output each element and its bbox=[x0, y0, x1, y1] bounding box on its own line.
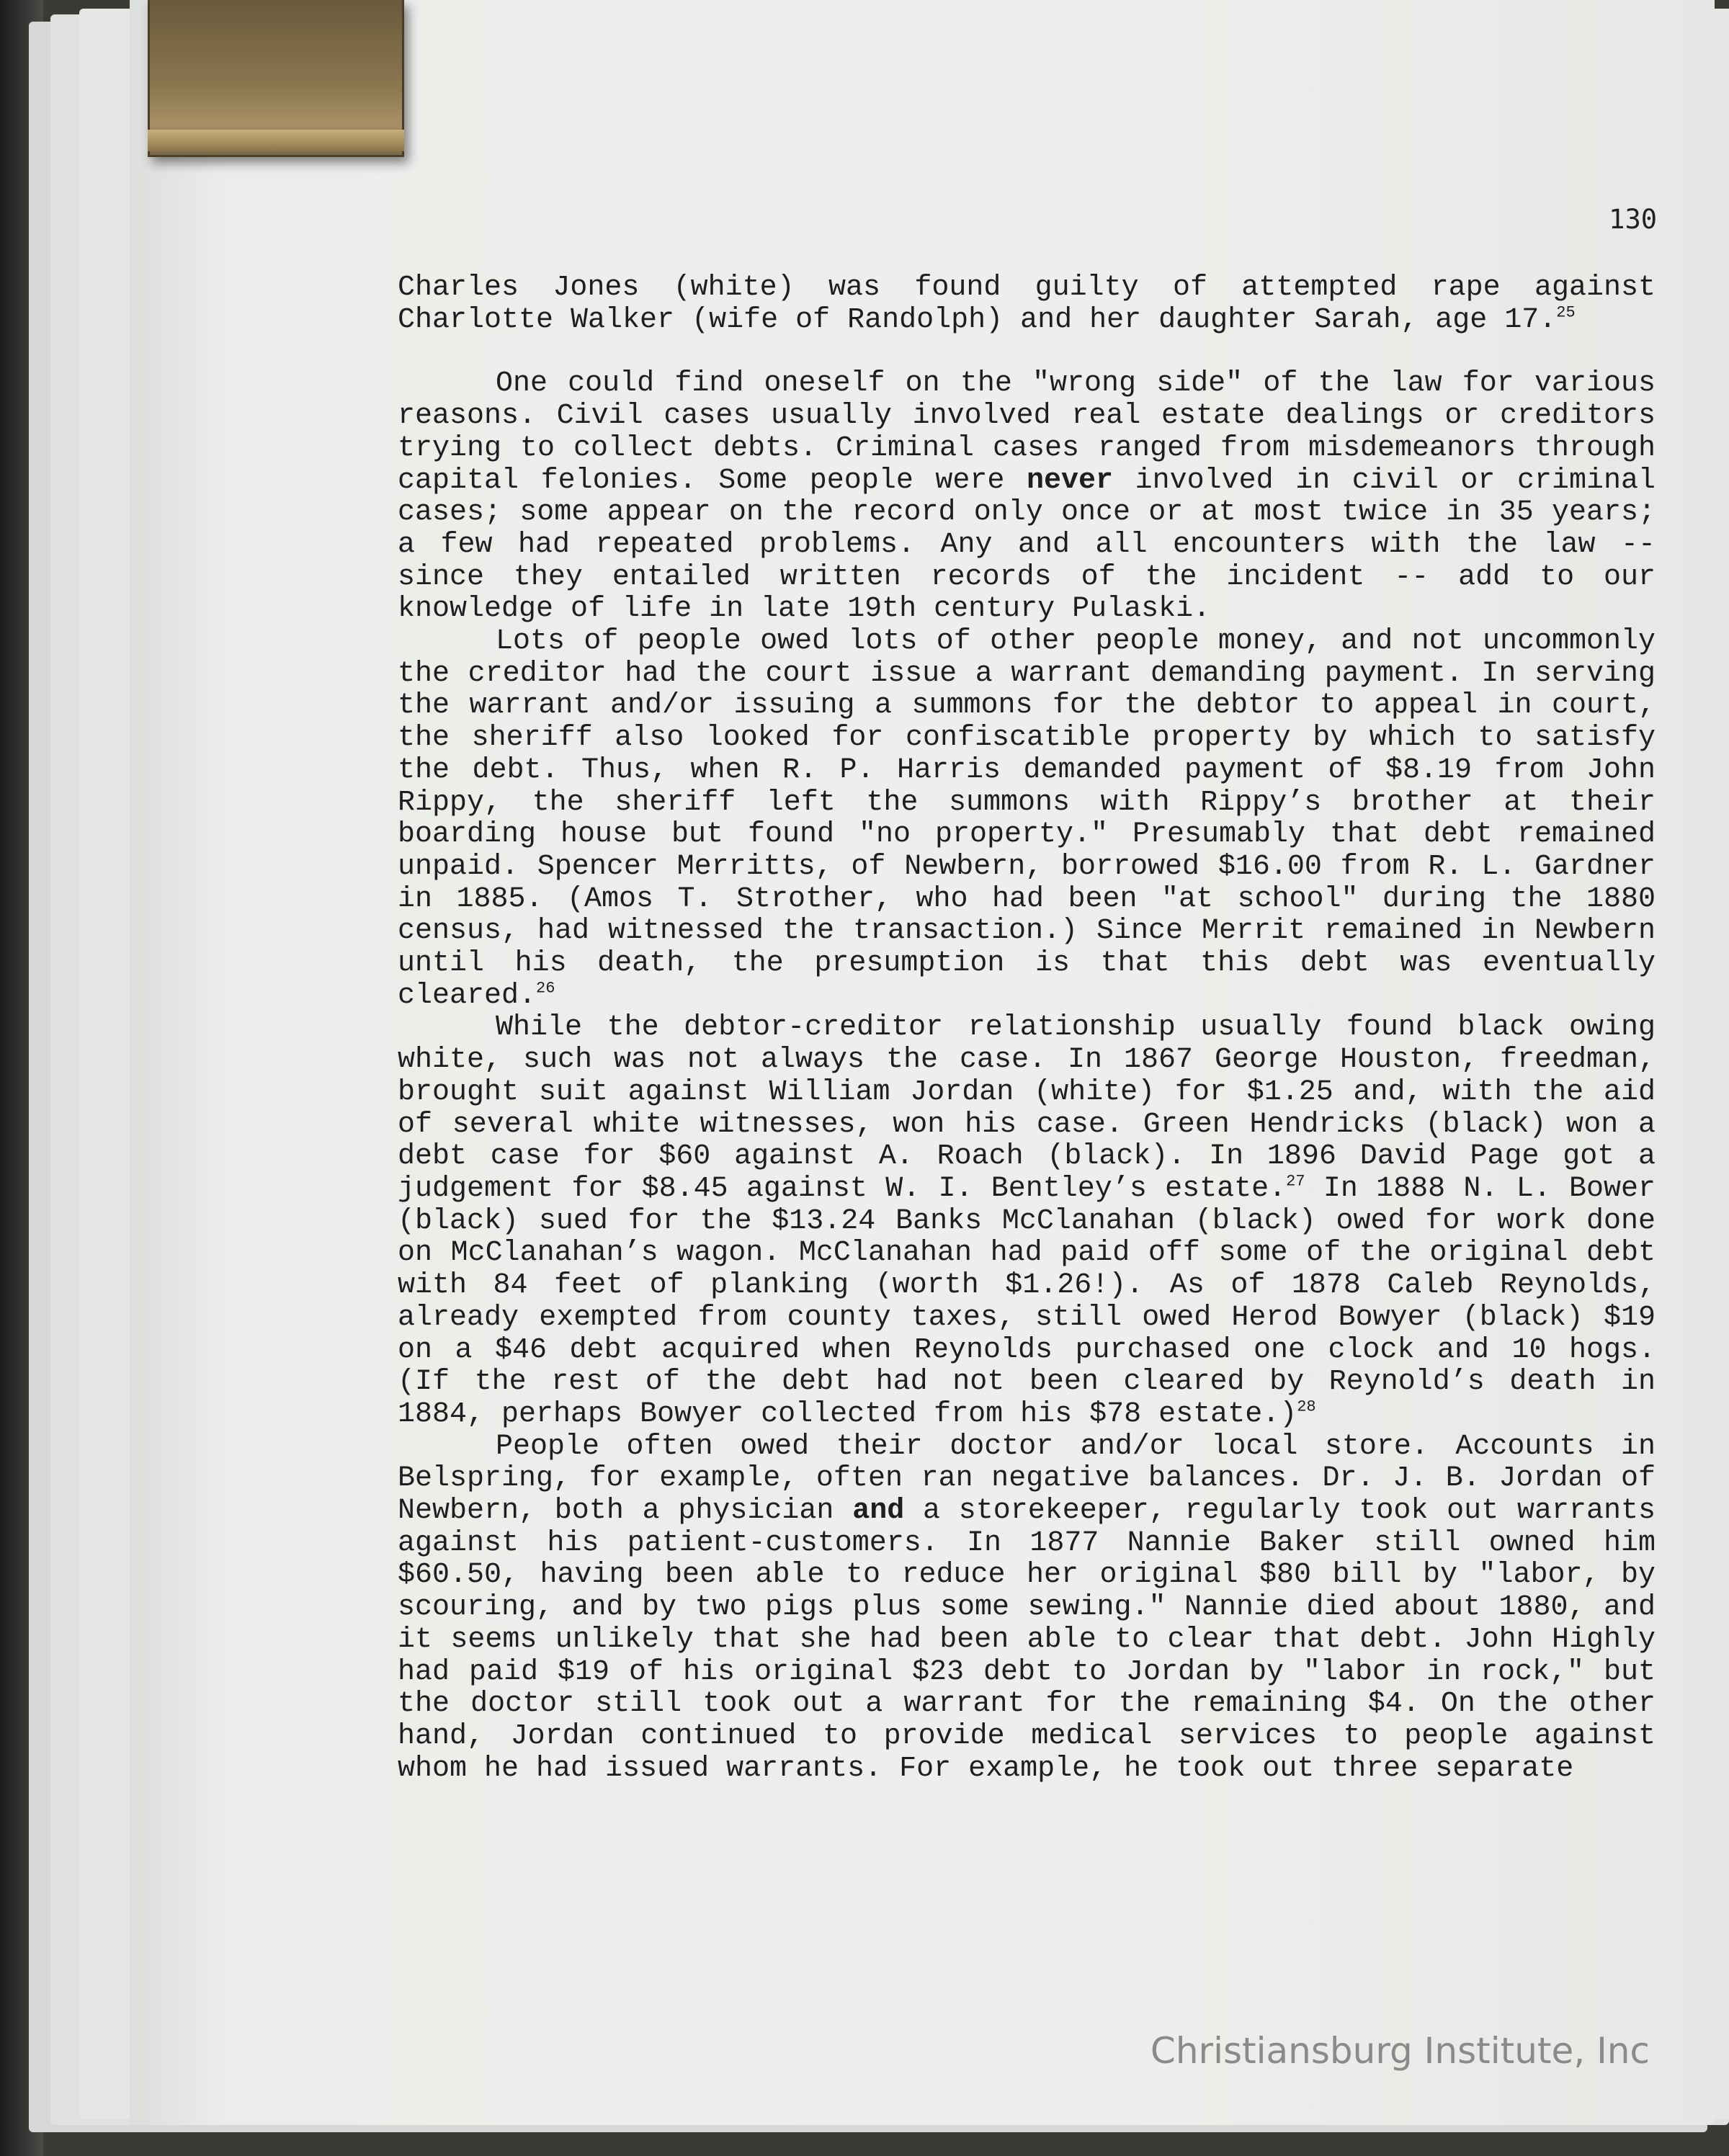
text-run: involved in civil or criminal cases; some appear on the record only once or at most twice in 35 years; a few had repeated problems. Any and all encounters with the law -- since they entailed written records of the incident -- add to our knowledge of life in late 19th century Pulaski. bbox=[398, 464, 1656, 626]
binder-clip-edge bbox=[148, 130, 404, 151]
emphasis-text: and bbox=[852, 1495, 905, 1528]
text-run: Charles Jones (white) was found guilty of attempted rape against Charlotte Walker (wife of Randolph) and her daughter Sarah, age 17. bbox=[398, 272, 1656, 336]
text-run: a storekeeper, regularly took out warrants against his patient-customers. In 1877 Nannie Baker still owned him $60.50, having been able to reduce her original $80 bill by "labor, by scouring, and by two pigs plus some sewing." Nannie died about 1880, and it seems unlikely that she had been able to clear that debt. John Highly had paid $19 of his original $23 debt to Jordan by "labor in rock," but the doctor still took out a warrant for the remaining $4. On the other hand, Jordan continued to provide medical services to people against whom he had issued warrants. For example, he took out three separate bbox=[398, 1495, 1656, 1785]
footnote-marker: 28 bbox=[1297, 1397, 1316, 1416]
text-run: In 1888 N. L. Bower (black) sued for the $13.24 Banks McClanahan (black) owed for work done on McClanahan’s wagon. McClanahan had paid off some of the original debt with 84 feet of planking (worth $1.26!). As of 1878 Caleb Reynolds, already exempted from county taxes, still owed Herod Bowyer (black) $19 on a $46 debt acquired when Reynolds purchased one clock and 10 hogs. (If the rest of the debt had not been cleared by Reynold’s death in 1884, perhaps Bowyer collected from his $78 estate.) bbox=[398, 1172, 1656, 1431]
text-run: People often owed their doctor and/or local store. Accounts in Belspring, for example, often ran negative balances. Dr. J. B. Jordan of Newbern, both a physician bbox=[398, 1430, 1656, 1528]
text-run: Lots of people owed lots of other people money, and not uncommonly the creditor had the court issue a warrant demanding payment. In serving the warrant and/or issuing a summons for the debtor to appeal in court, the sheriff also looked for confiscatible property by which to satisfy the debt. Thus, when R. P. Harris demanded payment of $8.19 from John Rippy, the sheriff left the summons with Rippy’s brother at their boarding house but found "no property." Presumably that debt remained unpaid. Spencer Merritts, of Newbern, borrowed $16.00 from R. L. Gardner in 1885. (Amos T. Strother, who had been "at school" during the 1880 census, had witnessed the transaction.) Since Merrit remained in Newbern until his death, the presumption is that this debt was eventually cleared. bbox=[398, 625, 1656, 1012]
paragraph-1 bbox=[398, 272, 1656, 336]
watermark: Christiansburg Institute, Inc bbox=[1150, 2030, 1650, 2072]
emphasis-text: never bbox=[1027, 464, 1114, 497]
paragraph-3 bbox=[398, 626, 1656, 1012]
footnote-marker: 26 bbox=[536, 979, 555, 998]
text-run: While the debtor-creditor relationship usually found black owing white, such was not always the case. In 1867 George Houston, freedman, brought suit against William Jordan (white) for $1.25 and, with the aid of several white witnesses, won his case. Green Hendricks (black) won a debt case for $60 against A. Roach (black). In 1896 David Page got a judgement for $8.45 against W. I. Bentley’s estate. bbox=[398, 1011, 1656, 1205]
text-run: One could find oneself on the "wrong side" of the law for various reasons. Civil cases usually involved real estate dealings or creditors trying to collect debts. Criminal cases ranged from misdemeanors through capital felonies. Some people were bbox=[398, 367, 1656, 497]
page-number: 130 bbox=[1609, 204, 1657, 235]
footnote-marker: 27 bbox=[1286, 1172, 1305, 1191]
paragraph-5 bbox=[398, 1431, 1656, 1786]
body-text bbox=[398, 272, 1656, 1785]
paragraph-2 bbox=[398, 368, 1656, 626]
footnote-marker: 25 bbox=[1556, 303, 1576, 322]
paragraph-4 bbox=[398, 1012, 1656, 1431]
